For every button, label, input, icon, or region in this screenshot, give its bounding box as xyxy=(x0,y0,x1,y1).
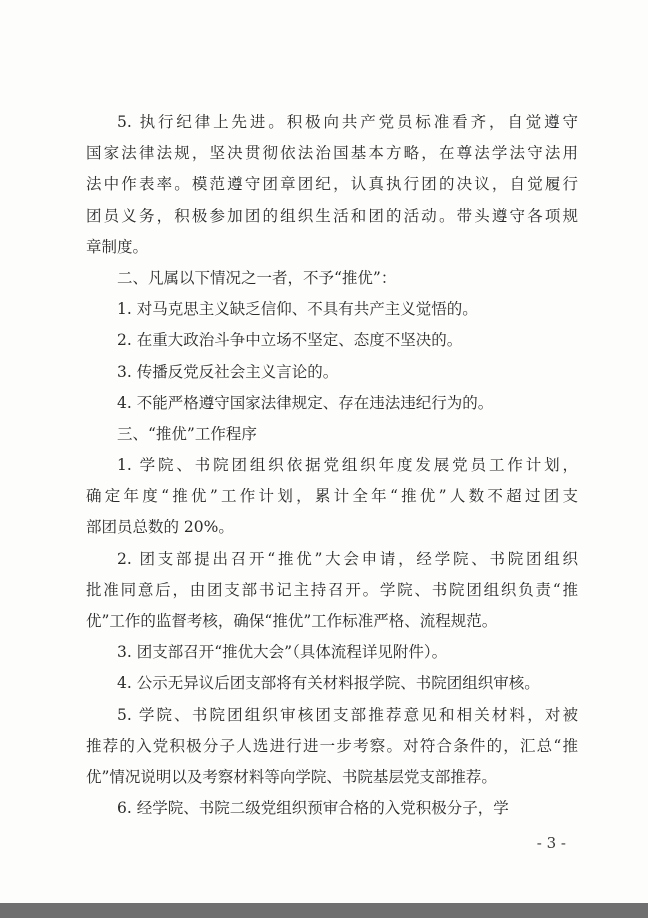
text-line: 4. 不能严格遵守国家法律规定、存在违法违纪行为的。 xyxy=(117,393,494,412)
text-line: 优”情况说明以及考察材料等向学院、书院基层党支部推荐。 xyxy=(86,767,497,786)
paragraph-exclusion-4 xyxy=(86,388,578,419)
text-line: 确定年度“推优”工作计划，累计全年“推优”人数不超过团支 xyxy=(86,487,578,506)
text-line: 部团员总数的 20%。 xyxy=(86,518,234,537)
text-line: 三、“推优”工作程序 xyxy=(117,424,257,443)
text-line: 团员义务，积极参加团的组织生活和团的活动。带头遵守各项规 xyxy=(86,206,578,225)
bottom-edge-bar xyxy=(0,903,648,918)
text-line: 章制度。 xyxy=(86,237,149,256)
text-line: 2. 团支部提出召开“推优”大会申请，经学院、书院团组织 xyxy=(117,549,578,568)
text-line: 推荐的入党积极分子人选进行进一步考察。对符合条件的，汇总“推 xyxy=(86,736,578,755)
page-number: - 3 - xyxy=(536,834,566,852)
paragraph-exclusion-1 xyxy=(86,294,578,325)
text-line: 1. 对马克思主义缺乏信仰、不具有共产主义觉悟的。 xyxy=(117,300,478,319)
paragraph-procedure-4 xyxy=(86,668,578,699)
text-line: 二、凡属以下情况之一者，不予“推优”： xyxy=(117,268,397,287)
text-line: 批准同意后，由团支部书记主持召开。学院、书院团组织负责“推 xyxy=(86,580,578,599)
text-line: 5. 学院、书院团组织审核团支部推荐意见和相关材料，对被 xyxy=(117,705,578,724)
text-line: 1. 学院、书院团组织依据党组织年度发展党员工作计划， xyxy=(117,456,578,475)
document-body xyxy=(86,107,578,824)
paragraph-procedure-5 xyxy=(86,700,578,794)
paragraph-exclusion-3 xyxy=(86,357,578,388)
text-line: 5. 执行纪律上先进。积极向共产党员标准看齐，自觉遵守 xyxy=(117,113,578,131)
paragraph-section-2-heading xyxy=(86,263,578,294)
text-line: 法中作表率。模范遵守团章团纪，认真执行团的决议，自觉履行 xyxy=(86,175,578,194)
paragraph-procedure-3 xyxy=(86,637,578,668)
text-line: 国家法律法规，坚决贯彻依法治国基本方略，在尊法学法守法用 xyxy=(86,144,578,163)
text-line: 2. 在重大政治斗争中立场不坚定、态度不坚决的。 xyxy=(117,331,463,350)
paragraph-procedure-1 xyxy=(86,450,578,544)
paragraph-item-5-discipline xyxy=(86,107,578,263)
paragraph-procedure-2 xyxy=(86,544,578,638)
text-line: 优”工作的监督考核，确保“推优”工作标准严格、流程规范。 xyxy=(86,612,498,630)
paragraph-exclusion-2 xyxy=(86,325,578,356)
text-line: 3. 传播反党反社会主义言论的。 xyxy=(117,362,339,381)
text-line: 3. 团支部召开“推优大会”（具体流程详见附件）。 xyxy=(117,643,448,662)
paragraph-procedure-6 xyxy=(86,793,578,824)
text-line: 6. 经学院、书院二级党组织预审合格的入党积极分子，学 xyxy=(117,799,509,818)
text-line: 4. 公示无异议后团支部将有关材料报学院、书院团组织审核。 xyxy=(117,674,540,693)
paragraph-section-3-heading xyxy=(86,419,578,450)
